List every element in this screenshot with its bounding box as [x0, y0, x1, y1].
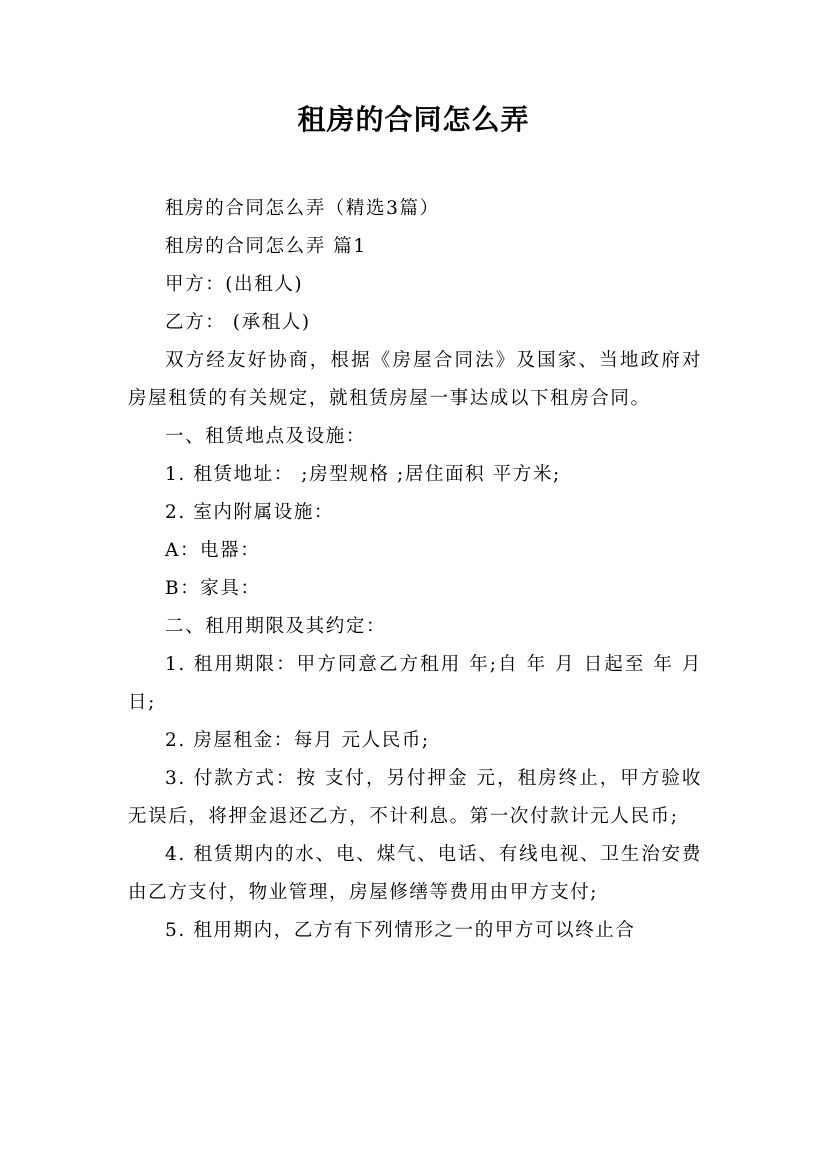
paragraph-clause-1-1: 1. 租赁地址： ;房型规格 ;居住面积 平方米; [165, 464, 561, 485]
paragraph-clause-1-2: 2. 室内附属设施： [165, 502, 335, 523]
paragraph-clause-1-2-b: B：家具： [165, 578, 261, 599]
document-title: 租房的合同怎么弄 [297, 103, 530, 136]
paragraph-clause-2-5: 5. 租用期内，乙方有下列情形之一的甲方可以终止合 [165, 920, 636, 941]
paragraph-clause-1-heading: 一、租赁地点及设施： [165, 426, 367, 447]
paragraph-subtitle: 租房的合同怎么弄（精选3篇） [165, 198, 440, 219]
paragraph-section-heading: 租房的合同怎么弄 篇1 [165, 236, 367, 257]
paragraph-clause-2-4: 4. 租赁期内的水、电、煤气、电话、有线电视、卫生治安费由乙方支付，物业管理，房屋修缮等费用由甲方支付; [128, 844, 702, 903]
paragraph-party-a: 甲方：(出租人) [165, 274, 304, 295]
paragraph-clause-2-heading: 二、租用期限及其约定： [165, 616, 387, 637]
paragraph-clause-1-2-a: A：电器： [165, 540, 261, 561]
paragraph-clause-2-2: 2. 房屋租金：每月 元人民币; [165, 730, 430, 751]
paragraph-preamble: 双方经友好协商，根据《房屋合同法》及国家、当地政府对房屋租赁的有关规定，就租赁房屋一事达成以下租房合同。 [128, 350, 702, 409]
paragraph-party-b: 乙方： (承租人) [165, 312, 311, 333]
paragraph-clause-2-3: 3. 付款方式：按 支付，另付押金 元，租房终止，甲方验收无误后，将押金退还乙方，不计利息。第一次付款计元人民币; [128, 768, 702, 827]
document-body [128, 190, 702, 950]
paragraph-clause-2-1: 1. 租用期限：甲方同意乙方租用 年;自 年 月 日起至 年 月 日; [128, 654, 702, 713]
